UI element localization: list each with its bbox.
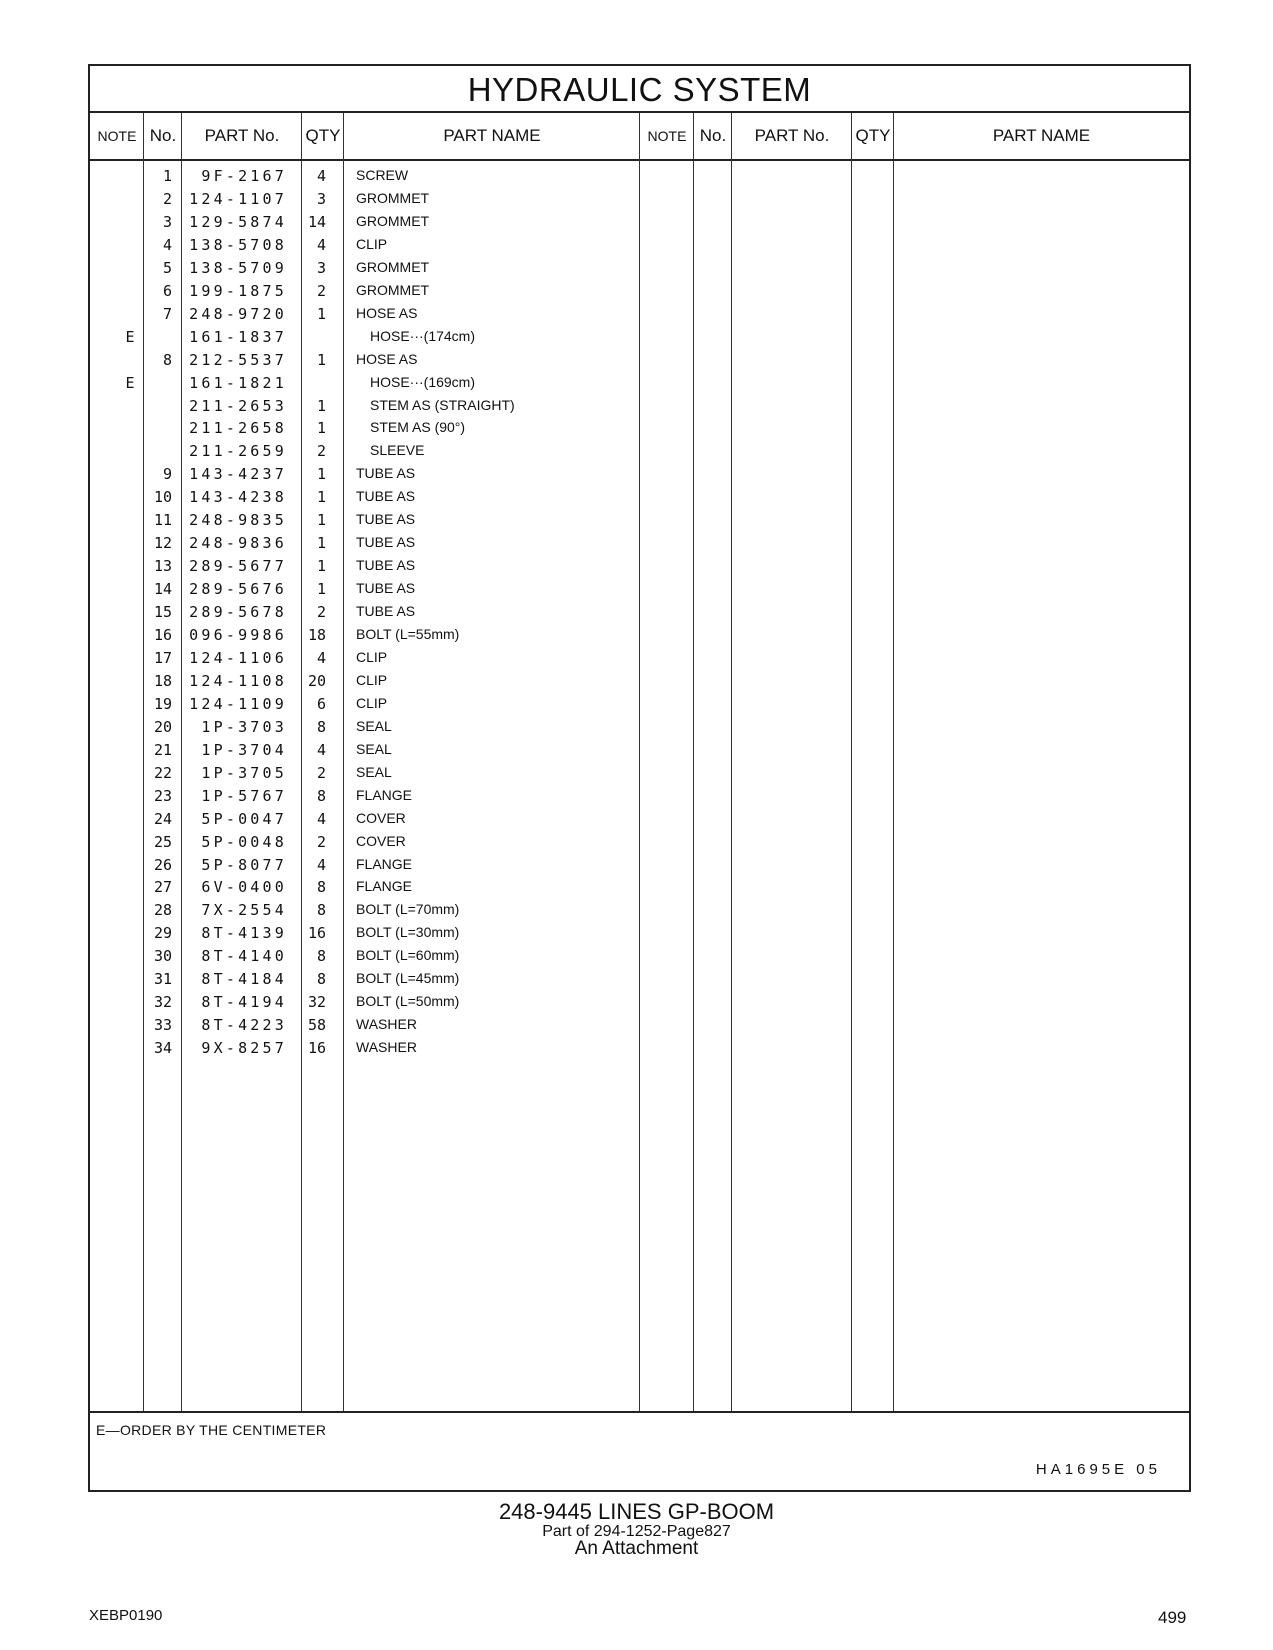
row-part-number: 248-9835 [189,511,287,530]
row-quantity: 3 [316,258,326,277]
row-quantity: 1 [316,465,326,484]
row-item-number: 12 [153,534,172,553]
row-part-number: 138-5709 [189,258,287,277]
row-part-name: FLANGE [356,855,413,872]
row-part-number: 211-2653 [189,396,287,415]
row-part-number: 211-2658 [189,419,287,438]
header-qty-right: QTY [855,126,891,145]
row-part-number: 124-1108 [189,671,287,690]
row-quantity: 32 [307,993,326,1012]
row-item-number: 14 [153,580,172,599]
table-row [90,374,1189,397]
row-quantity: 8 [316,717,326,736]
table-row [90,557,1189,580]
row-part-name: HOSE···(169cm) [370,373,476,390]
table-row [90,328,1189,351]
row-part-name: COVER [356,832,406,849]
row-part-name: TUBE AS [356,488,416,505]
row-quantity: 1 [316,304,326,323]
row-part-number: 124-1109 [189,694,287,713]
row-part-name: HOSE AS [356,304,418,321]
row-part-number: 129-5874 [189,212,287,231]
row-part-number: 248-9836 [189,534,287,553]
row-part-number: 161-1821 [189,373,287,392]
row-part-number: 199-1875 [189,281,287,300]
row-quantity: 1 [316,419,326,438]
row-part-name: GROMMET [356,281,430,298]
table-row [90,947,1189,970]
row-part-name: FLANGE [356,878,413,895]
row-item-number: 24 [153,809,172,828]
row-item-number: 26 [153,855,172,874]
row-part-name: STEM AS (90°) [370,419,466,436]
table-row [90,856,1189,879]
row-item-number: 17 [153,648,172,667]
row-quantity: 2 [316,442,326,461]
row-item-number: 4 [162,235,172,254]
table-row [90,259,1189,282]
row-quantity: 4 [316,809,326,828]
row-item-number: 23 [153,786,172,805]
row-quantity: 2 [316,281,326,300]
row-item-number: 30 [153,947,172,966]
row-item-number: 33 [153,1016,172,1035]
row-quantity: 6 [316,694,326,713]
row-item-number: 28 [153,901,172,920]
footer-divider [90,1411,1189,1413]
row-part-number: 289-5677 [189,557,287,576]
table-row [90,626,1189,649]
row-quantity: 14 [307,212,326,231]
caption-title: 248-9445 LINES GP-BOOM [498,1499,775,1524]
row-quantity: 20 [307,671,326,690]
table-row [90,810,1189,833]
row-part-number: 1P-3704 [201,740,287,759]
row-quantity: 8 [316,970,326,989]
row-note: E [125,327,135,346]
row-part-number: 8T-4140 [201,947,287,966]
caption-part-of: Part of 294-1252-Page827 [542,1523,731,1540]
table-row [90,282,1189,305]
row-part-number: 8T-4194 [201,993,287,1012]
row-quantity: 1 [316,350,326,369]
row-item-number: 16 [153,626,172,644]
table-row [90,718,1189,741]
row-quantity: 18 [307,626,326,644]
row-part-number: 124-1107 [189,189,287,208]
row-part-number: 5P-0048 [201,832,287,851]
header-part-no-left: PART No. [204,126,280,145]
table-row [90,167,1189,190]
table-row [90,672,1189,695]
row-item-number: 9 [162,465,172,484]
table-row [90,924,1189,947]
row-part-name: WASHER [356,1039,417,1056]
table-row [90,649,1189,672]
table-row [90,878,1189,901]
header-note-right: NOTE [647,128,687,144]
row-quantity: 1 [316,534,326,553]
footnote: E—ORDER BY THE CENTIMETER [96,1422,327,1438]
row-item-number: 19 [153,694,172,713]
row-quantity: 1 [316,396,326,415]
header-part-name-right: PART NAME [992,126,1091,145]
row-quantity: 4 [316,855,326,874]
caption-attachment: An Attachment [574,1538,699,1559]
row-part-name: GROMMET [356,212,430,229]
row-part-name: TUBE AS [356,465,416,482]
table-row [90,901,1189,924]
row-quantity: 4 [316,648,326,667]
row-quantity: 8 [316,786,326,805]
row-part-number: 289-5678 [189,603,287,622]
table-row [90,580,1189,603]
row-part-name: SEAL [356,740,392,757]
row-part-name: HOSE AS [356,350,418,367]
table-row [90,465,1189,488]
drawing-code: HA1695E 05 [1035,1461,1161,1478]
section-title: HYDRAULIC SYSTEM [90,66,1189,113]
row-quantity: 4 [316,167,326,185]
row-item-number: 11 [153,511,172,530]
row-part-number: 143-4237 [189,465,287,484]
row-part-name: STEM AS (STRAIGHT) [370,396,515,413]
row-part-number: 5P-8077 [201,855,287,874]
parts-list-frame [88,64,1191,1492]
row-part-number: 8T-4223 [201,1016,287,1035]
row-part-name: SEAL [356,763,392,780]
row-item-number: 29 [153,924,172,943]
row-part-name: TUBE AS [356,603,416,620]
row-part-number: 5P-0047 [201,809,287,828]
row-part-name: TUBE AS [356,557,416,574]
row-part-name: SLEEVE [370,442,425,459]
row-quantity: 8 [316,901,326,920]
row-part-number: 7X-2554 [201,901,287,920]
table-row [90,993,1189,1016]
row-item-number: 6 [162,281,172,300]
row-part-number: 124-1106 [189,648,287,667]
row-part-number: 138-5708 [189,235,287,254]
row-part-name: FLANGE [356,786,413,803]
row-item-number: 7 [162,304,172,323]
row-part-name: GROMMET [356,189,430,206]
row-item-number: 20 [153,717,172,736]
row-part-name: GROMMET [356,258,430,275]
row-part-number: 211-2659 [189,442,287,461]
row-part-number: 161-1837 [189,327,287,346]
row-part-number: 9X-8257 [201,1039,287,1058]
row-item-number: 3 [162,212,172,231]
row-item-number: 34 [153,1039,172,1058]
row-item-number: 25 [153,832,172,851]
row-part-name: TUBE AS [356,511,416,528]
table-row [90,190,1189,213]
row-item-number: 15 [153,603,172,622]
row-part-name: CLIP [356,671,388,688]
row-item-number: 31 [153,970,172,989]
row-item-number: 2 [162,189,172,208]
row-part-number: 248-9720 [189,304,287,323]
row-part-number: 096-9986 [189,626,287,644]
row-part-number: 1P-3703 [201,717,287,736]
table-row [90,1016,1189,1039]
table-row [90,442,1189,465]
row-part-name: BOLT (L=55mm) [356,626,460,642]
row-part-name: CLIP [356,694,388,711]
row-part-name: BOLT (L=45mm) [356,970,460,987]
row-item-number: 32 [153,993,172,1012]
row-quantity: 4 [316,235,326,254]
row-quantity: 2 [316,763,326,782]
row-part-number: 1P-3705 [201,763,287,782]
header-part-no-right: PART No. [754,126,830,145]
header-part-name-left: PART NAME [443,126,541,145]
table-row [90,511,1189,534]
table-row [90,236,1189,259]
row-quantity: 1 [316,557,326,576]
table-row [90,213,1189,236]
row-part-name: COVER [356,809,406,826]
row-quantity: 8 [316,878,326,897]
row-part-number: 143-4238 [189,488,287,507]
row-part-number: 9F-2167 [201,167,287,185]
row-item-number: 21 [153,740,172,759]
table-row [90,833,1189,856]
header-no-right: No. [699,126,727,145]
row-item-number: 10 [153,488,172,507]
row-quantity: 1 [316,511,326,530]
row-quantity: 1 [316,488,326,507]
row-part-number: 1P-5767 [201,786,287,805]
row-quantity: 2 [316,832,326,851]
row-quantity: 3 [316,189,326,208]
header-no-left: No. [149,126,177,145]
table-row [90,695,1189,718]
table-row [90,351,1189,374]
table-row [90,305,1189,328]
table-row [90,764,1189,787]
row-part-name: CLIP [356,235,388,252]
row-quantity: 4 [316,740,326,759]
row-quantity: 8 [316,947,326,966]
row-quantity: 1 [316,580,326,599]
row-part-name: WASHER [356,1016,417,1033]
table-row [90,534,1189,557]
header-qty-left: QTY [305,126,341,145]
row-part-name: HOSE···(174cm) [370,327,476,344]
row-part-name: BOLT (L=70mm) [356,901,460,918]
row-item-number: 5 [162,258,172,277]
row-item-number: 18 [153,671,172,690]
row-part-name: BOLT (L=30mm) [356,924,460,941]
row-part-name: BOLT (L=60mm) [356,947,460,964]
row-part-number: 212-5537 [189,350,287,369]
document-id: XEBP0190 [89,1607,163,1624]
row-part-number: 289-5676 [189,580,287,599]
row-part-name: CLIP [356,648,388,665]
row-part-name: BOLT (L=50mm) [356,993,460,1010]
row-item-number: 27 [153,878,172,897]
row-item-number: 13 [153,557,172,576]
row-quantity: 16 [307,924,326,943]
row-part-name: TUBE AS [356,580,416,597]
table-row [90,397,1189,420]
row-part-number: 8T-4184 [201,970,287,989]
row-part-name: SCREW [356,167,409,183]
table-row [90,488,1189,511]
page-number: 499 [1158,1608,1187,1627]
row-quantity: 58 [307,1016,326,1035]
table-row [90,603,1189,626]
row-part-number: 6V-0400 [201,878,287,897]
row-item-number: 1 [162,167,172,185]
table-row [90,741,1189,764]
row-item-number: 8 [162,350,172,369]
table-row [90,970,1189,993]
row-part-name: TUBE AS [356,534,416,551]
row-part-name: SEAL [356,717,392,734]
row-part-number: 8T-4139 [201,924,287,943]
row-quantity: 2 [316,603,326,622]
table-row [90,787,1189,810]
row-note: E [125,373,135,392]
table-row [90,1039,1189,1062]
header-note-left: NOTE [97,128,137,144]
table-row [90,419,1189,442]
row-quantity: 16 [307,1039,326,1058]
row-item-number: 22 [153,763,172,782]
